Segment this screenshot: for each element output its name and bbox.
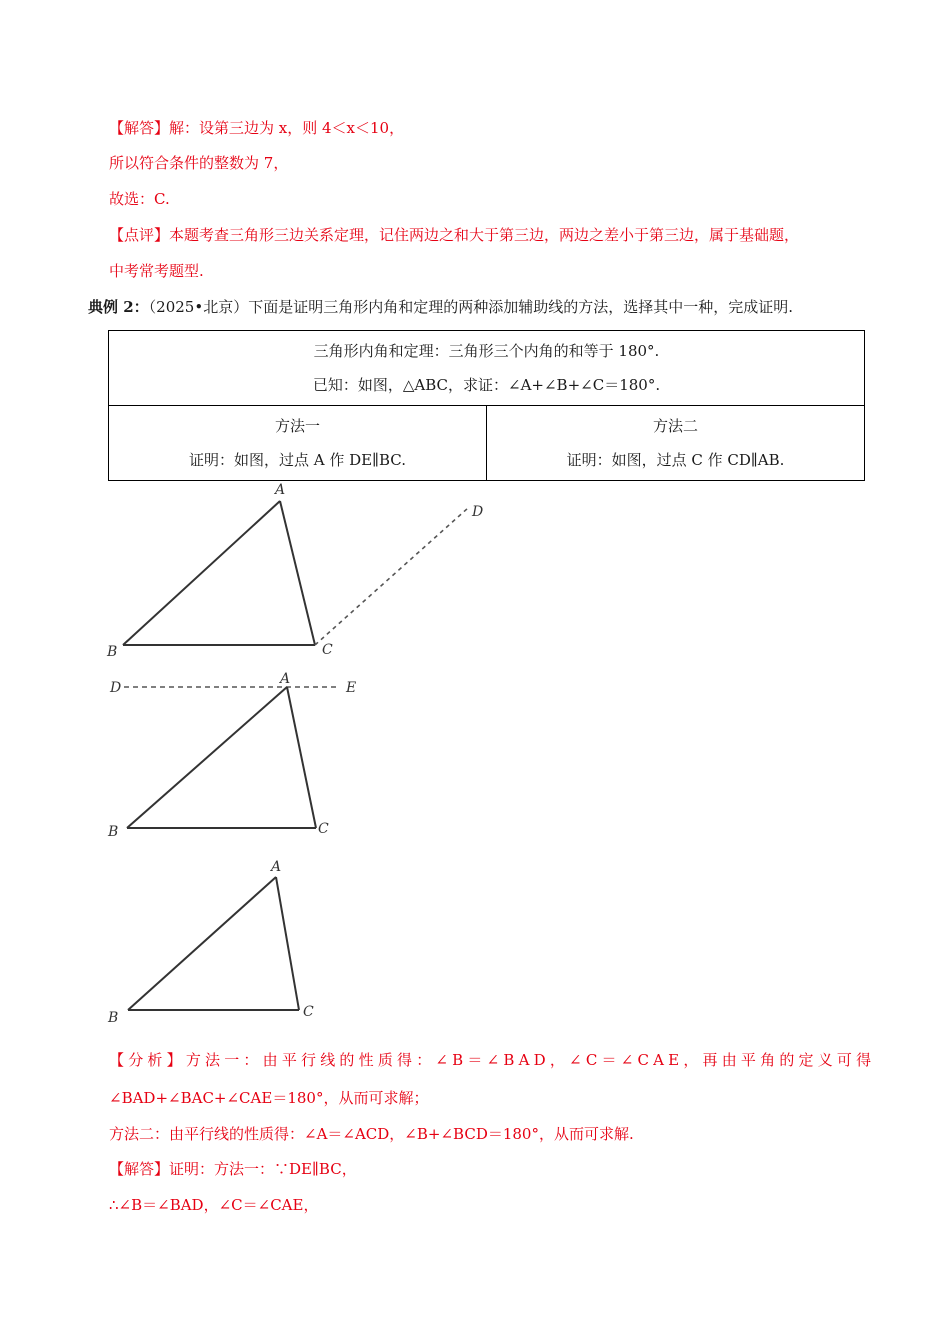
answer1-text: 解：设第三边为 x，则 4＜x＜10， xyxy=(169,119,405,137)
analysis-text: 方法一：由平行线的性质得：∠B＝∠BAD，∠C＝∠CAE，再由平角的定义可得 xyxy=(185,1051,876,1069)
analysis-line1 xyxy=(109,1050,875,1070)
example2-heading xyxy=(88,297,793,317)
analysis-tag: 【分析】 xyxy=(109,1051,186,1069)
label-c: C xyxy=(322,642,333,658)
method2-cell xyxy=(487,406,865,481)
answer-tag: 【解答】 xyxy=(109,1160,170,1178)
figure-triangle-de xyxy=(100,668,370,848)
method2-title: 方法二 xyxy=(652,417,698,435)
label-e: E xyxy=(346,680,357,696)
side-ac xyxy=(276,877,299,1010)
example2-text: （2025•北京）下面是证明三角形内角和定理的两种添加辅助线的方法，选择其中一种，完成证明. xyxy=(148,298,793,316)
comment1-line1 xyxy=(109,225,799,245)
label-d: D xyxy=(110,680,122,696)
side-ac xyxy=(280,501,315,645)
label-b: B xyxy=(107,644,118,660)
label-b: B xyxy=(108,824,119,840)
side-ab xyxy=(127,687,287,828)
answer1-line1 xyxy=(109,118,404,138)
example2-label: 典例 2： xyxy=(88,298,149,316)
comment1-text: 本题考查三角形三边关系定理，记住两边之和大于第三边，两边之差小于第三边，属于基础题， xyxy=(169,226,800,244)
answer2-line2: ∴∠B＝∠BAD，∠C＝∠CAE， xyxy=(109,1196,319,1214)
label-c: C xyxy=(318,821,329,837)
label-c: C xyxy=(303,1004,314,1020)
theorem-given: 已知：如图，△ABC，求证：∠A+∠B+∠C＝180°. xyxy=(312,376,661,394)
figure-triangle-plain xyxy=(100,852,330,1030)
dashed-line-cd xyxy=(315,508,468,645)
method2-text: 证明：如图，过点 C 作 CD∥AB. xyxy=(566,451,785,469)
side-ab xyxy=(128,877,276,1010)
side-ab xyxy=(123,501,280,645)
label-d: D xyxy=(472,504,484,520)
comment1-line2: 中考常考题型. xyxy=(109,262,204,280)
method1-title: 方法一 xyxy=(274,417,320,435)
answer2-line1 xyxy=(109,1159,357,1179)
theorem-title: 三角形内角和定理：三角形三个内角的和等于 180°. xyxy=(313,342,660,360)
analysis-line2: ∠BAD+∠BAC+∠CAE＝180°，从而可求解； xyxy=(109,1089,429,1107)
answer1-line2: 所以符合条件的整数为 7， xyxy=(109,154,289,172)
comment-tag: 【点评】 xyxy=(109,226,170,244)
theorem-statement-cell xyxy=(109,331,865,406)
label-a: A xyxy=(275,482,286,498)
answer1-line3: 故选：C. xyxy=(109,190,170,208)
method1-text: 证明：如图，过点 A 作 DE∥BC. xyxy=(188,451,407,469)
side-ac xyxy=(287,687,316,828)
answer2-text: 证明：方法一：∵DE∥BC， xyxy=(169,1160,357,1178)
theorem-box xyxy=(108,330,865,481)
analysis-line3: 方法二：由平行线的性质得：∠A＝∠ACD，∠B+∠BCD＝180°，从而可求解. xyxy=(109,1125,634,1143)
method1-cell xyxy=(109,406,487,481)
figure-triangle-cd xyxy=(100,478,500,663)
label-a: A xyxy=(280,671,291,687)
answer-tag: 【解答】 xyxy=(109,119,170,137)
label-a: A xyxy=(271,859,282,875)
label-b: B xyxy=(108,1010,119,1026)
